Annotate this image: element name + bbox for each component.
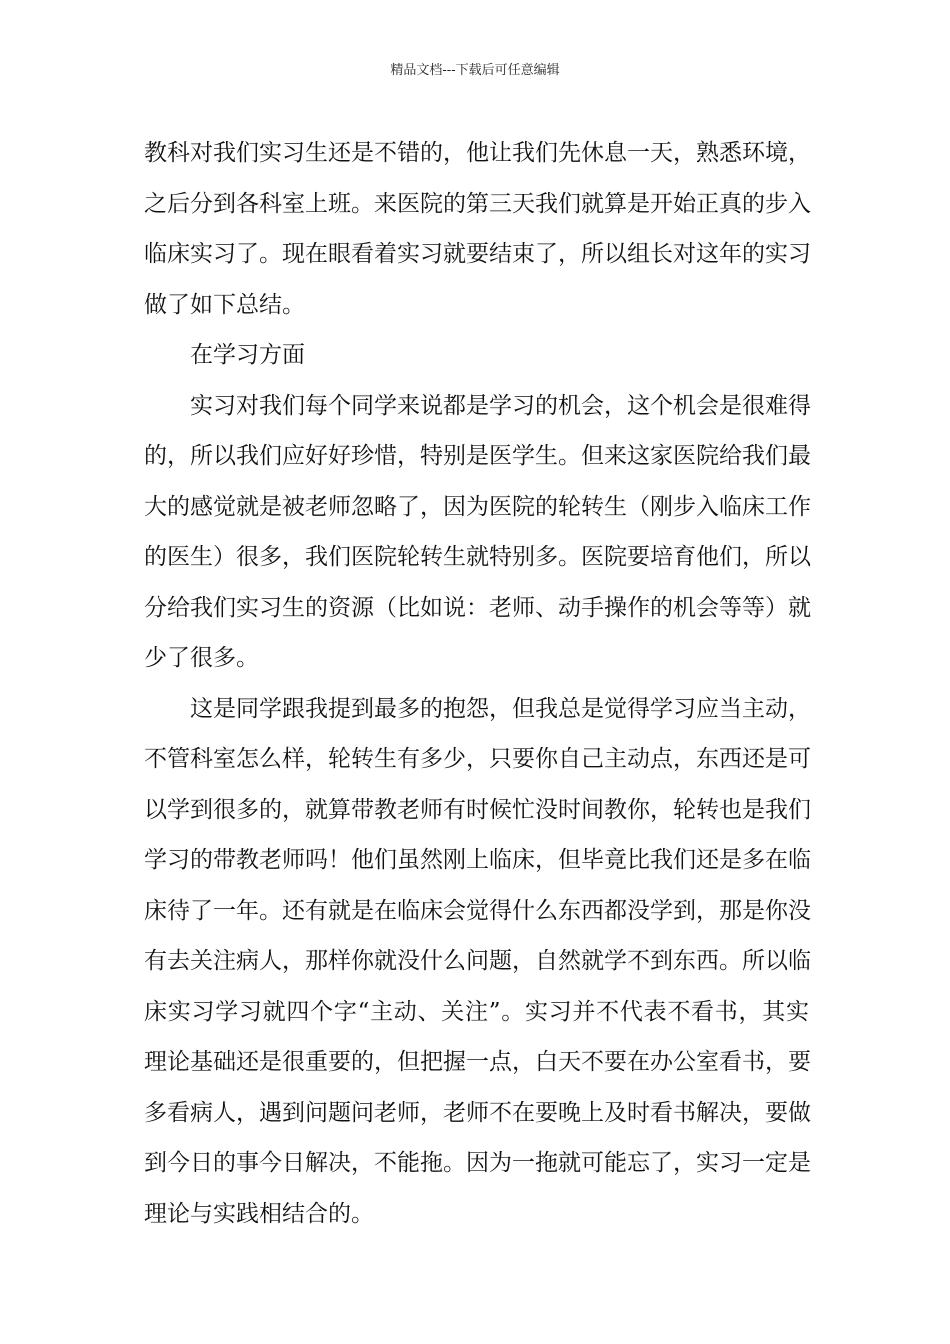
body-line: 做了如下总结。 [144,291,305,318]
body-line: 理论基础还是很重要的，但把握一点，白天不要在办公室看书，要 [144,1049,811,1075]
body-line: 床实习学习就四个字“主动、关注”。实习并不代表不看书，其实 [144,998,809,1025]
body-line: 理论与实践相结合的。 [144,1200,374,1227]
body-line: 的医生）很多，我们医院轮转生就特别多。医院要培育他们，所以 [144,544,811,570]
body-line: 以学到很多的，就算带教老师有时候忙没时间教你，轮转也是我们 [144,796,811,823]
body-line: 学习的带教老师吗！他们虽然刚上临床，但毕竟比我们还是多在临 [144,847,811,873]
body-line: 床待了一年。还有就是在临床会觉得什么东西都没学到，那是你没 [144,897,811,924]
body-line: 大的感觉就是被老师忽略了，因为医院的轮转生（刚步入临床工作 [144,493,811,520]
body-line: 少了很多。 [144,645,259,671]
body-line: 实习对我们每个同学来说都是学习的机会，这个机会是很难得 [190,392,811,419]
body-line: 之后分到各科室上班。来医院的第三天我们就算是开始正真的步入 [144,190,811,217]
document-body [144,128,809,1239]
body-line: 临床实习了。现在眼看着实习就要结束了，所以组长对这年的实习 [144,241,811,267]
page-header: 精品文档---下载后可任意编辑 [390,63,560,78]
body-line: 多看病人，遇到问题问老师，老师不在要晚上及时看书解决，要做 [144,1099,811,1126]
body-line: 分给我们实习生的资源（比如说：老师、动手操作的机会等等）就 [144,594,811,621]
body-line: 的，所以我们应好好珍惜，特别是医学生。但来这家医院给我们最 [144,443,811,469]
body-line: 到今日的事今日解决，不能拖。因为一拖就可能忘了，实习一定是 [144,1150,811,1176]
body-line: 这是同学跟我提到最多的抱怨，但我总是觉得学习应当主动， [190,695,811,722]
body-line: 有去关注病人，那样你就没什么问题，自然就学不到东西。所以临 [144,948,811,974]
body-line: 在学习方面 [190,342,305,368]
body-line: 教科对我们实习生还是不错的，他让我们先休息一天，熟悉环境， [144,140,811,166]
body-line: 不管科室怎么样，轮转生有多少，只要你自己主动点，东西还是可 [144,746,811,772]
